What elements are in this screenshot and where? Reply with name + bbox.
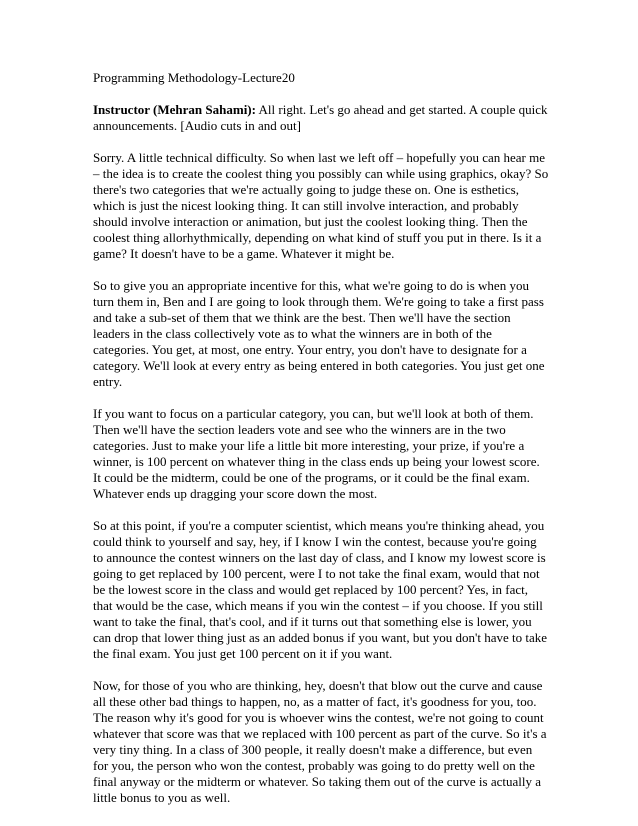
document-title: Programming Methodology-Lecture20 <box>93 70 295 85</box>
document-body <box>93 70 549 822</box>
intro-text: All right. Let's go ahead and get started. A couple quick announcements. [Audio cuts in and out] <box>93 102 548 133</box>
paragraph-4: So at this point, if you're a computer scientist, which means you're thinking ahead, you could think to yourself and say, hey, if I know I win the contest, because you're going to announce the contest winners on the last day of class, and I know my lowest score is going to get replaced by 100 percent, were I to not take the final exam, would that not be the lowest score in the class and would get replaced by 100 percent? Yes, in fact, that would be the case, which means if you win the contest – if you choose. If you still want to take the final, that's cool, and if it turns out that something else is lower, you can drop that lower thing just as an added bonus if you want, but you don't have to take the final exam. You just get 100 percent on it if you want. <box>93 518 547 661</box>
paragraph-2: So to give you an appropriate incentive for this, what we're going to do is when you turn them in, Ben and I are going to look through them. We're going to take a first pass and take a sub-set of them that we think are the best. Then we'll have the section leaders in the class collectively vote as to what the winners are in both of the categories. You get, at most, one entry. Your entry, you don't have to designate for a category. We'll look at every entry as being entered in both categories. You just get one entry. <box>93 278 545 389</box>
paragraph-5: Now, for those of you who are thinking, hey, doesn't that blow out the curve and cause all these other bad things to happen, no, as a matter of fact, it's goodness for you, too. The reason why it's good for you is whoever wins the contest, we're not going to count whatever that score was that we replaced with 100 percent as part of the curve. So it's a very tiny thing. In a class of 300 people, it really doesn't make a difference, but even for you, the person who won the contest, probably was going to do pretty well on the final anyway or the midterm or whatever. So taking them out of the curve is actually a little bonus to you as well. <box>93 678 547 805</box>
intro-paragraph <box>93 102 549 134</box>
paragraph-1: Sorry. A little technical difficulty. So when last we left off – hopefully you can hear me – the idea is to create the coolest thing you possibly can while using graphics, okay? So there's two categories that we're actually going to judge these on. One is esthetics, which is just the nicest looking thing. It can still involve interaction, and probably should involve interaction or animation, but just the coolest looking thing. Then the coolest thing allorhythmically, depending on what kind of stuff you put in there. Is it a game? It doesn't have to be a game. Whatever it might be. <box>93 150 549 261</box>
paragraph-3: If you want to focus on a particular category, you can, but we'll look at both of them. Then we'll have the section leaders vote and see who the winners are in the two categories. Just to make your life a little bit more interesting, your prize, if you're a winner, is 100 percent on whatever thing in the class ends up being your lowest score. It could be the midterm, could be one of the programs, or it could be the final exam. Whatever ends up dragging your score down the most. <box>93 406 540 501</box>
speaker-label: Instructor (Mehran Sahami): <box>93 102 256 117</box>
